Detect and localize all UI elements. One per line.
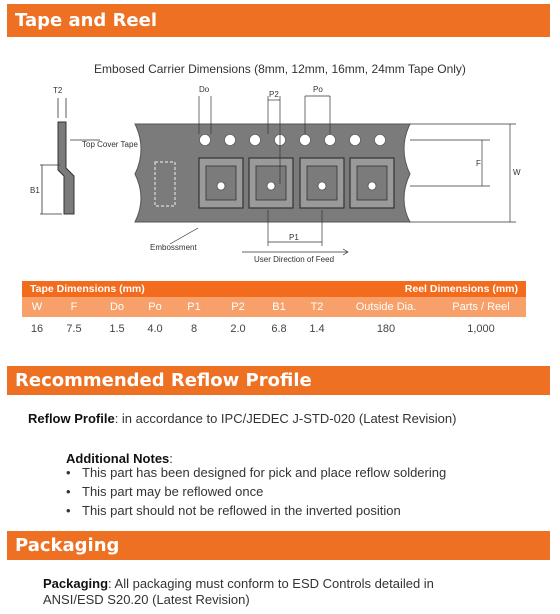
col-header: Outside Dia.	[355, 301, 417, 313]
table-cell: 1,000	[467, 323, 495, 335]
list-item	[64, 501, 446, 520]
col-header: W	[31, 301, 43, 313]
pocket	[199, 158, 243, 208]
table-cell: 6.8	[271, 323, 287, 335]
col-header: Do	[109, 301, 125, 313]
col-header: T2	[310, 301, 324, 313]
packaging-line	[43, 576, 483, 608]
bullet-icon: •	[66, 484, 71, 499]
section-header-packaging	[7, 531, 550, 560]
tape-dimensions-header: Tape Dimensions (mm)	[30, 283, 145, 295]
label-f: F	[476, 159, 481, 168]
table-cell: 4.0	[147, 323, 163, 335]
table-cell: 16	[30, 323, 44, 335]
notes-list	[64, 463, 446, 520]
reflow-profile-label: Reflow Profile	[28, 411, 115, 426]
col-header: P1	[187, 301, 201, 313]
label-do: Do	[199, 85, 210, 94]
label-po: Po	[313, 85, 323, 94]
col-header: F	[70, 301, 78, 313]
additional-notes-colon: :	[169, 451, 173, 466]
label-top-cover-tape: Top Cover Tape	[82, 140, 138, 149]
table-cell: 8	[190, 323, 198, 335]
note-text: This part may be reflowed once	[82, 484, 264, 499]
section-title: Recommended Reflow Profile	[15, 369, 312, 391]
col-header: Po	[148, 301, 162, 313]
tape-carrier-diagram	[0, 74, 560, 274]
packaging-text: : All packaging must conform to ESD Controls detailed in ANSI/ESD S20.20 (Latest Revision)	[43, 576, 434, 607]
list-item	[64, 463, 446, 482]
bullet-icon: •	[66, 465, 71, 480]
table-cell: 1.5	[109, 323, 125, 335]
additional-notes-label: Additional Notes	[66, 451, 170, 466]
section-title: Tape and Reel	[15, 9, 158, 31]
table-cell: 2.0	[230, 323, 246, 335]
pocket	[249, 158, 293, 208]
bullet-icon: •	[66, 503, 71, 518]
section-header-reflow	[7, 366, 550, 395]
carrier-tape	[135, 124, 410, 222]
col-header: P2	[231, 301, 245, 313]
label-t2: T2	[53, 86, 63, 95]
label-w: W	[513, 168, 521, 177]
label-p1: P1	[289, 233, 299, 242]
section-header-tape-and-reel	[7, 4, 550, 37]
side-profile	[40, 98, 100, 214]
table-column-headers	[22, 297, 526, 317]
reel-dimensions-header: Reel Dimensions (mm)	[404, 283, 518, 295]
section-title: Packaging	[15, 534, 120, 556]
table-row	[22, 317, 526, 341]
label-feed-direction: User Direction of Feed	[254, 255, 335, 264]
dimensions-table	[22, 281, 526, 341]
note-text: This part should not be reflowed in the inverted position	[82, 503, 401, 518]
label-embossment: Embossment	[150, 243, 197, 252]
packaging-label: Packaging	[43, 576, 109, 591]
reflow-profile-line	[28, 411, 456, 426]
table-cell: 7.5	[66, 323, 82, 335]
col-header: B1	[272, 301, 286, 313]
reflow-profile-text: : in accordance to IPC/JEDEC J-STD-020 (Latest Revision)	[114, 411, 457, 426]
table-group-header	[22, 281, 526, 297]
pocket	[300, 158, 344, 208]
diagram-title: Embosed Carrier Dimensions (8mm, 12mm, 16mm, 24mm Tape Only)	[94, 62, 466, 76]
list-item	[64, 482, 446, 501]
table-cell: 1.4	[309, 323, 325, 335]
note-text: This part has been designed for pick and place reflow soldering	[82, 465, 447, 480]
col-header: Parts / Reel	[452, 301, 510, 313]
table-cell: 180	[376, 323, 396, 335]
pocket	[350, 158, 394, 208]
label-b1: B1	[30, 186, 40, 195]
label-p2: P2	[269, 90, 279, 99]
